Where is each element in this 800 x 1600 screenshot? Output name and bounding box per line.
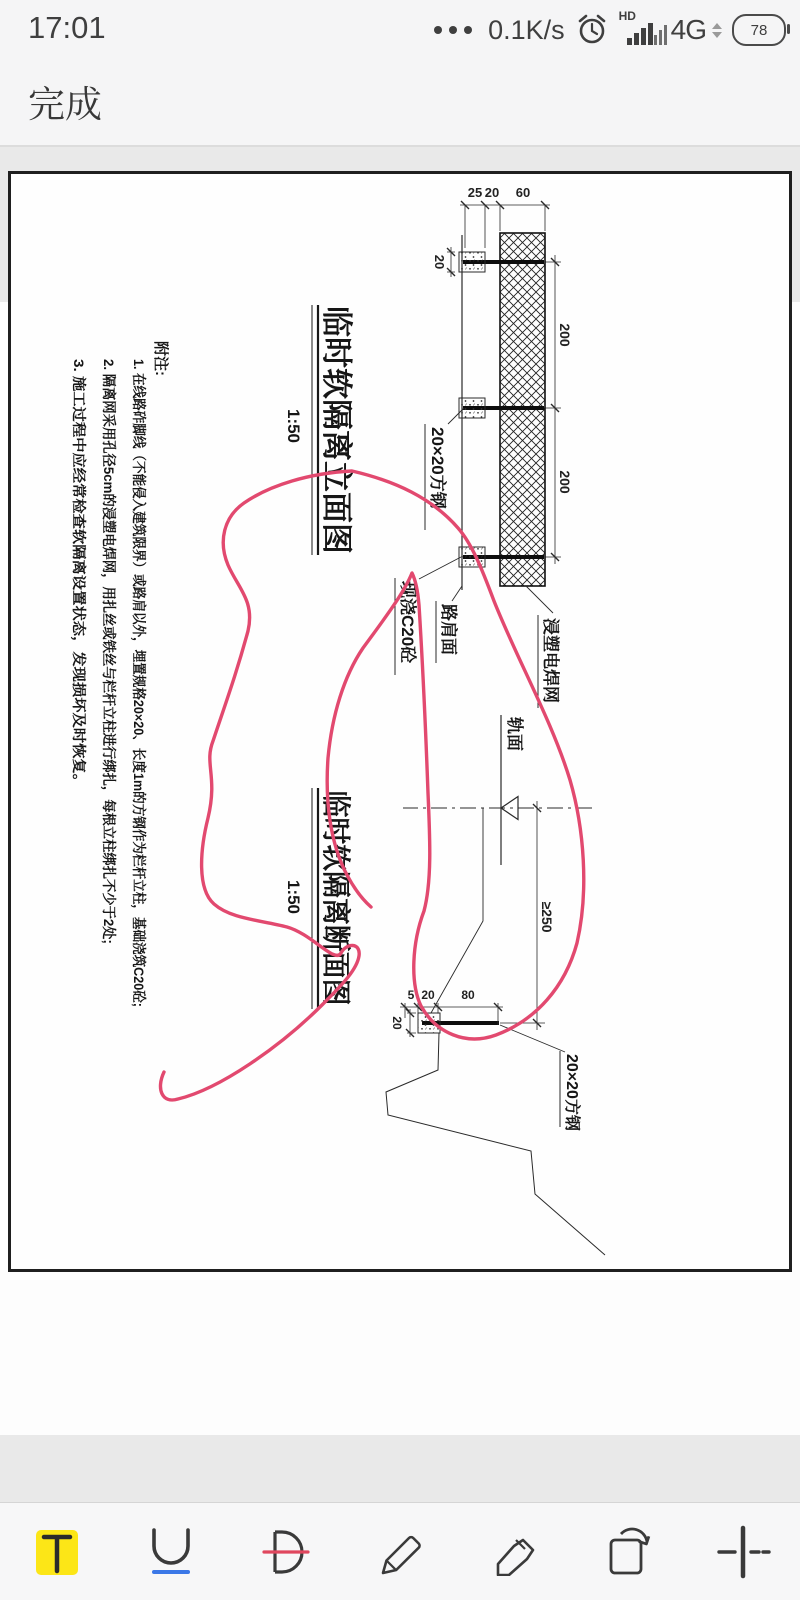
battery-icon (732, 14, 786, 46)
dashline-tool-icon (713, 1524, 773, 1580)
dim-base-5: 5 (407, 988, 415, 1002)
underline-tool-button[interactable] (114, 1503, 228, 1600)
label-shoulder: 路肩面 (439, 604, 458, 655)
dim-spacing-2: 200 (557, 470, 573, 494)
elevation-scale: 1:50 (284, 408, 303, 444)
label-section-post: 20×20方钢 (563, 1054, 580, 1131)
label-rail: 轨面 (505, 717, 524, 751)
clock-time: 17:01 (28, 10, 106, 45)
label-concrete: 现浇C20砼 (398, 581, 417, 664)
underline-tool-icon (149, 1528, 193, 1576)
dim-base-width: 20 (390, 1016, 404, 1030)
hd-badge: HD (618, 9, 636, 23)
drawing-sheet[interactable] (8, 171, 792, 1272)
status-bar (0, 0, 800, 60)
pencil-tool-icon (376, 1528, 424, 1576)
editor-header (0, 60, 800, 145)
dim-mesh-height: 60 (515, 185, 531, 200)
dim-spacing-1: 200 (557, 323, 573, 347)
pencil-tool-button[interactable] (343, 1503, 457, 1600)
network-type: 4G (670, 14, 706, 45)
dim-embed: 25 (467, 185, 483, 200)
section-title: 临时软隔离断面图 (319, 790, 351, 1023)
sim2-signal-icon (654, 25, 667, 45)
dashline-tool-button[interactable] (686, 1503, 800, 1600)
post-foundation-2 (459, 398, 485, 418)
notes-heading: 附注: (152, 341, 169, 376)
annotation-toolbar (0, 1503, 800, 1600)
note-line-1: 1. 在线路砟脚线（不能侵入建筑限界）或路肩以外，埋置规格20×20、长度1m的方钢作为栏杆立柱，基础浇筑C20砼; (131, 359, 147, 1081)
dim-gap: 20 (484, 185, 500, 200)
alarm-icon (575, 12, 609, 48)
dim-base-20: 20 (421, 988, 435, 1002)
post-foundation-1 (459, 252, 485, 272)
section-scale: 1:50 (284, 879, 303, 915)
status-icons (434, 0, 786, 60)
highlighter-tool-icon (490, 1528, 538, 1576)
battery-percent: 78 (750, 21, 768, 39)
dim-clearance: ≥250 (539, 901, 555, 933)
note-line-2: 2. 隔离网采用孔径5cm的浸塑电焊网，用扎丝或铁丝与栏杆立柱进行绑扎，每根立柱绑扎不少于2处; (101, 359, 117, 976)
strikethrough-tool-button[interactable] (229, 1503, 343, 1600)
text-tool-icon (33, 1526, 81, 1578)
highlighter-tool-button[interactable] (457, 1503, 571, 1600)
text-tool-button[interactable] (0, 1503, 114, 1600)
elevation-title: 临时软隔离立面图 (319, 306, 354, 554)
dim-base-80: 80 (461, 988, 475, 1002)
network-arrows-icon (712, 23, 722, 38)
strikethrough-tool-icon (260, 1528, 312, 1576)
label-mesh: 浸塑电焊网 (541, 618, 560, 703)
signal-bars-icon (619, 9, 661, 51)
notification-dots-icon (434, 26, 472, 34)
done-button[interactable]: 完成 (28, 74, 102, 128)
network-speed: 0.1K/s (488, 14, 565, 45)
rotate-tool-icon (603, 1526, 655, 1578)
dim-post-width: 20 (432, 254, 447, 270)
rotate-tool-button[interactable] (571, 1503, 685, 1600)
sheet-border (10, 173, 791, 1271)
note-line-3: 3. 施工过程中应经常检查软隔离设置状态，发现损坏及时恢复。 (71, 359, 87, 753)
label-post-steel: 20×20方钢 (428, 427, 447, 509)
